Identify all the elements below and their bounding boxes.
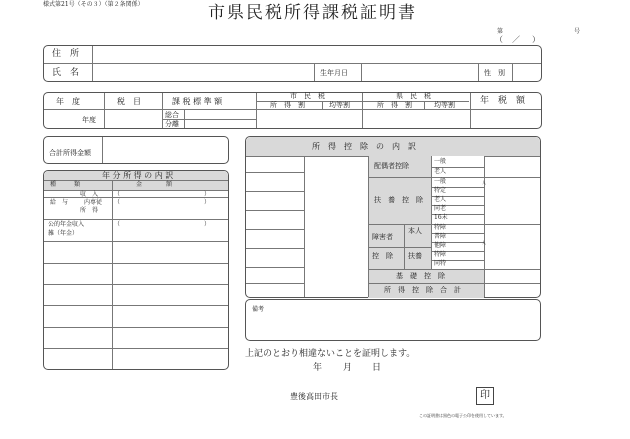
number-go: 号: [574, 28, 581, 35]
dependent-deduction: 扶 養 控 除: [374, 196, 423, 204]
number-paren-open: （: [495, 35, 503, 44]
pension-income: 公的年金収入: [48, 221, 85, 228]
col-type: 種 類: [50, 181, 81, 188]
salary-net: 所 得: [80, 207, 99, 214]
footer-note: この証明書は黒色の電子公印を使用しています。: [419, 413, 507, 418]
th-pref-equal: 均等割: [434, 101, 455, 109]
disabled-label: 障害者: [372, 233, 393, 241]
form-id: 様式第21号（その３）（第２条関係）: [43, 1, 144, 8]
ded-general: 一般: [434, 158, 447, 165]
tax-table: [43, 92, 542, 129]
row-comprehensive: 総合: [165, 111, 179, 119]
dis-cohabit: 同特: [434, 260, 447, 267]
name-label: 氏 名: [52, 68, 80, 78]
certify-text: 上記のとおり相違ないことを証明します。: [245, 349, 416, 359]
th-year: 年 度: [56, 97, 80, 106]
seal-char: 印: [480, 390, 490, 401]
number-slash: ／: [512, 35, 520, 44]
th-pref-income: 所 得 割: [377, 101, 412, 109]
mayor-name: 豊後高田市長: [290, 392, 338, 401]
self-label: 本人: [408, 227, 422, 235]
date-year: 年: [313, 363, 323, 373]
th-pref: 県 民 税: [396, 92, 431, 100]
total-income-box: [43, 136, 229, 164]
th-item: 税 目: [117, 97, 141, 106]
th-city-equal: 均等割: [329, 101, 350, 109]
mark-2: 人: [482, 240, 486, 245]
number-dai: 第: [497, 28, 504, 35]
birth-label: 生年月日: [320, 69, 348, 77]
dis-other: 他障: [434, 242, 447, 249]
th-city-income: 所 得 割: [270, 101, 305, 109]
th-annual: 年 税 額: [480, 96, 526, 106]
row-separate: 分離: [165, 120, 179, 128]
th-city: 市 民 税: [290, 92, 325, 100]
deductions-title: 所 得 控 除 の 内 訳: [312, 142, 416, 151]
sex-label: 性 別: [484, 69, 505, 77]
salary-label: 給 与: [50, 199, 69, 206]
paren-close-1: ）: [204, 191, 211, 198]
seal-stamp: [476, 387, 494, 405]
dependent-short: 扶養: [408, 252, 422, 260]
paren-open-3: （: [114, 221, 121, 228]
th-base: 課 税 標 準 額: [172, 97, 223, 106]
paren-open-1: （: [114, 191, 121, 198]
dis-special-dep: 特障: [434, 251, 447, 258]
remarks-box: [245, 299, 541, 341]
basic-deduction: 基 礎 控 除: [396, 272, 445, 280]
dep-cohabit: 同老: [434, 205, 447, 212]
dis-special: 特障: [434, 224, 447, 231]
income-breakdown: [43, 170, 229, 370]
deductions-box: [245, 136, 541, 298]
page-title: 市県民税所得課税証明書: [208, 3, 417, 23]
paren-close-3: ）: [204, 221, 211, 228]
mark-1: 人: [482, 180, 486, 185]
pension-misc: 雑（年金）: [48, 230, 79, 237]
disabled-deduct: 控 除: [372, 252, 393, 260]
person-box: [43, 45, 542, 82]
paren-open-2: （: [114, 199, 121, 206]
remarks-label: 備考: [252, 306, 265, 313]
salary-family: 内専従: [84, 199, 103, 206]
date-day: 日: [372, 363, 382, 373]
dep-elderly: 老人: [434, 196, 447, 203]
dep-specific: 特定: [434, 187, 447, 194]
dep-under16: 16未: [434, 214, 448, 221]
ded-elderly: 老人: [434, 168, 447, 175]
dep-general: 一般: [434, 178, 447, 185]
date-month: 月: [343, 363, 353, 373]
row-year: 年度: [82, 116, 96, 124]
number-paren-close: ）: [532, 35, 540, 44]
total-income-label: 合計所得金額: [49, 149, 91, 157]
address-label: 住 所: [52, 49, 80, 59]
spouse-deduction: 配偶者控除: [374, 162, 409, 170]
salary-income: 収 入: [80, 191, 99, 198]
income-title: 年 分 所 得 の 内 訳: [102, 171, 174, 180]
total-deduction: 所 得 控 除 合 計: [384, 286, 461, 294]
paren-close-2: ）: [204, 199, 211, 206]
dis-normal: 普障: [434, 233, 447, 240]
col-amount: 金 額: [136, 181, 173, 188]
